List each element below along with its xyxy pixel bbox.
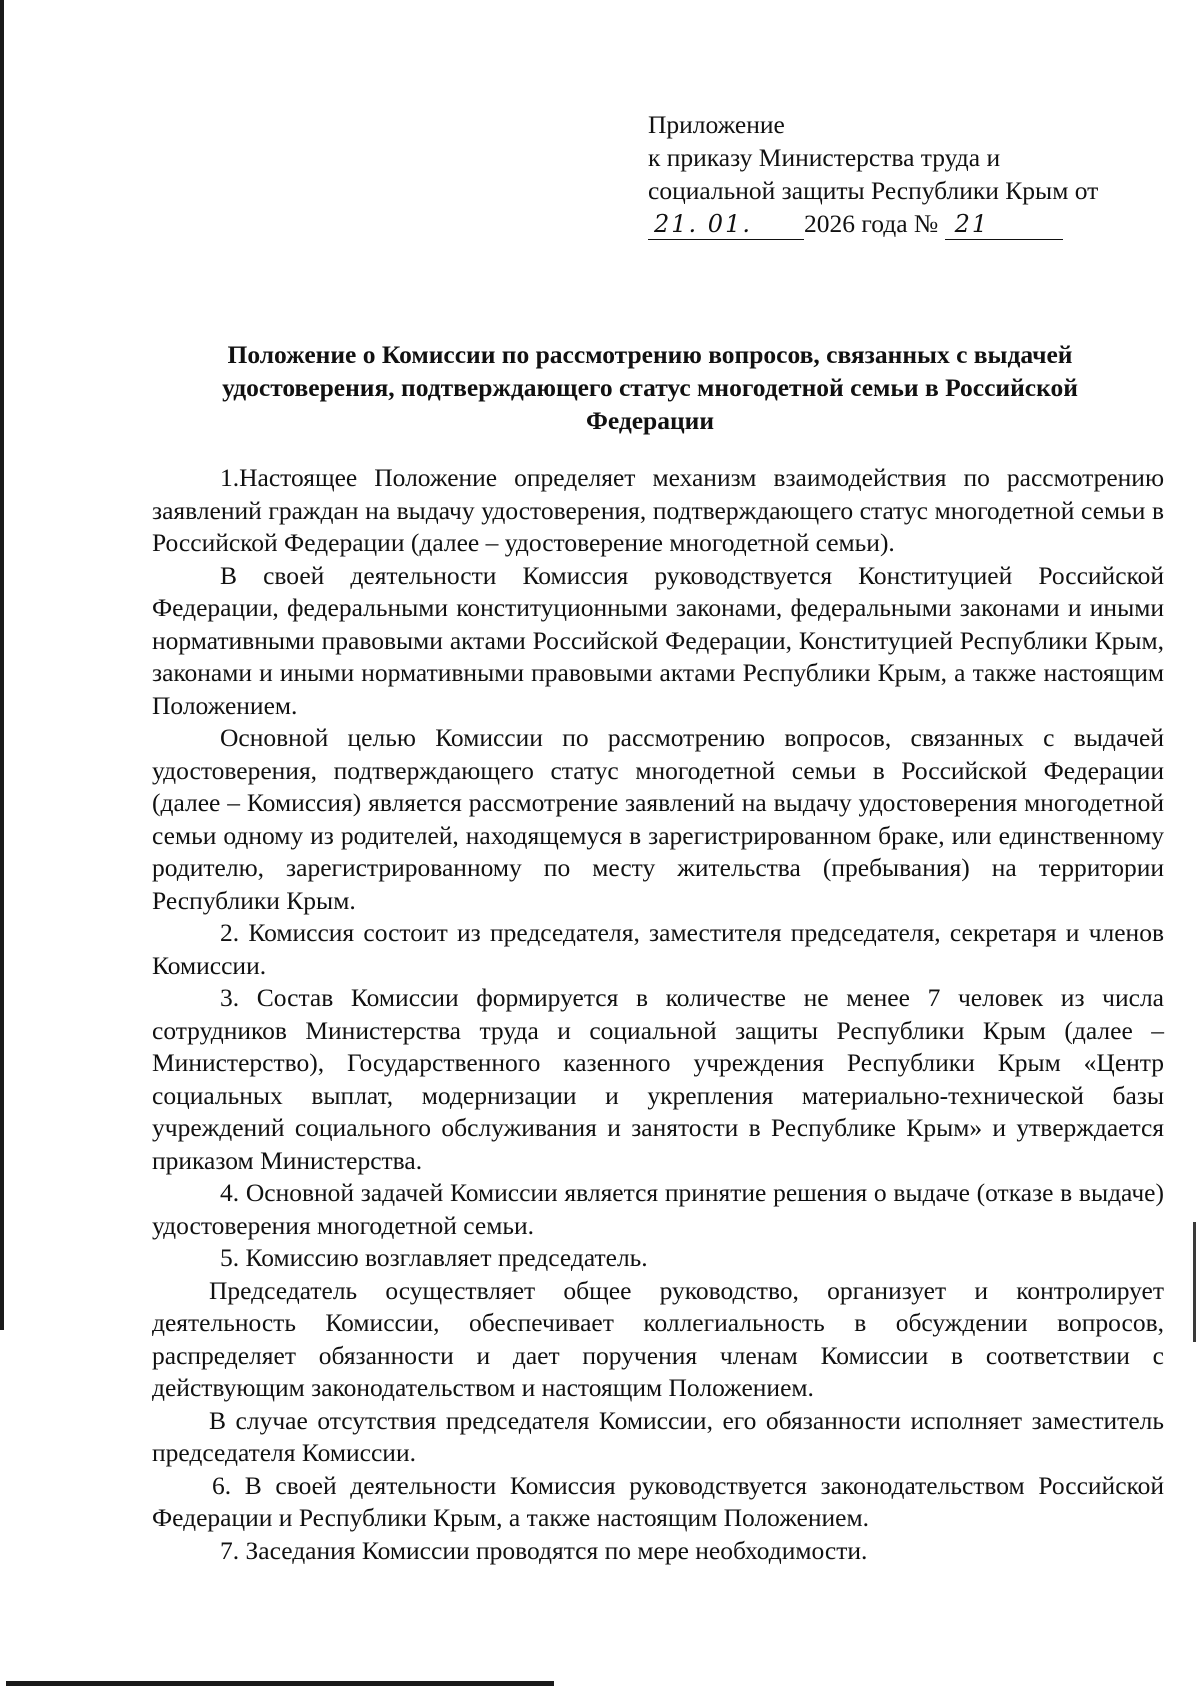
title-line-2: удостоверения, подтверждающего статус многодетной семьи в Российской [222, 373, 1078, 402]
paragraph-4: 2. Комиссия состоит из председателя, заместителя председателя, секретаря и членов Комиссии. [152, 918, 1164, 980]
scan-edge-right [1193, 1222, 1196, 1342]
paragraph-3: Основной целью Комиссии по рассмотрению вопросов, связанных с выдачей удостоверения, подтверждающего статус многодетной семьи в Российской Федерации (далее – Комиссия) является рассмотрение заявлений на выдачу удостоверения многодетной семьи одному из родителей, находящемуся в зарегистрированном браке, или единственному родителю, зарегистрированному по месту жительства (пребывания) на территории Республики Крым. [152, 723, 1164, 915]
paragraph-11: 7. Заседания Комиссии проводятся по мере необходимости. [220, 1535, 868, 1565]
approval-line-2: к приказу Министерства труда и [648, 143, 1001, 172]
paragraph-6: 4. Основной задачей Комиссии является принятие решения о выдаче (отказе в выдаче) удостоверения многодетной семьи. [152, 1178, 1164, 1240]
paragraph-5: 3. Состав Комиссии формируется в количестве не менее 7 человек из числа сотрудников Министерства труда и социальной защиты Республики Крым (далее – Министерство), Государственного казенного учреждения Республики Крым «Центр социальных выплат, модернизации и укрепления материально-технической базы учреждений социального обслуживания и занятости в Республике Крым» и утверждается приказом Министерства. [152, 983, 1164, 1175]
document-body [152, 462, 1164, 1567]
paragraph-8: Председатель осуществляет общее руководство, организует и контролирует деятельность Комиссии, обеспечивает коллегиальность в обсуждении вопросов, распределяет обязанности и дает поручения членам Комиссии в соответствии с действующим законодательством и настоящим Положением. [152, 1275, 1164, 1402]
document-title [150, 338, 1150, 437]
title-line-3: Федерации [585, 406, 715, 435]
order-date-line [648, 207, 1168, 243]
approval-block [648, 108, 1168, 243]
approval-line-3: социальной защиты Республики Крым от [648, 176, 1099, 205]
paragraph-9: В случае отсутствия председателя Комиссии, его обязанности исполняет заместитель председателя Комиссии. [152, 1405, 1164, 1467]
handwritten-date: 21. 01. [648, 209, 804, 240]
scan-edge-left [0, 0, 4, 1330]
handwritten-number: 21 [945, 209, 1063, 240]
paragraph-10: 6. В своей деятельности Комиссия руководствуется законодательством Российской Федерации и Республики Крым, а также настоящим Положением. [152, 1470, 1164, 1532]
paragraph-2: В своей деятельности Комиссия руководствуется Конституцией Российской Федерации, федеральными конституционными законами, федеральными законами и иными нормативными правовыми актами Российской Федерации, Конституцией Республики Крым, законами и иными нормативными правовыми актами Республики Крым, а также настоящим Положением. [152, 560, 1164, 720]
paragraph-1: 1.Настоящее Положение определяет механизм взаимодействия по рассмотрению заявлений граждан на выдачу удостоверения, подтверждающего статус многодетной семьи в Российской Федерации (далее – удостоверение многодетной семьи). [152, 463, 1164, 557]
paragraph-7: 5. Комиссию возглавляет председатель. [220, 1243, 648, 1272]
order-year-text: 2026 года № [804, 209, 939, 238]
title-line-1: Положение о Комиссии по рассмотрению вопросов, связанных с выдачей [227, 340, 1073, 369]
scan-bottom-line [6, 1681, 554, 1686]
approval-line-1: Приложение [648, 110, 785, 139]
